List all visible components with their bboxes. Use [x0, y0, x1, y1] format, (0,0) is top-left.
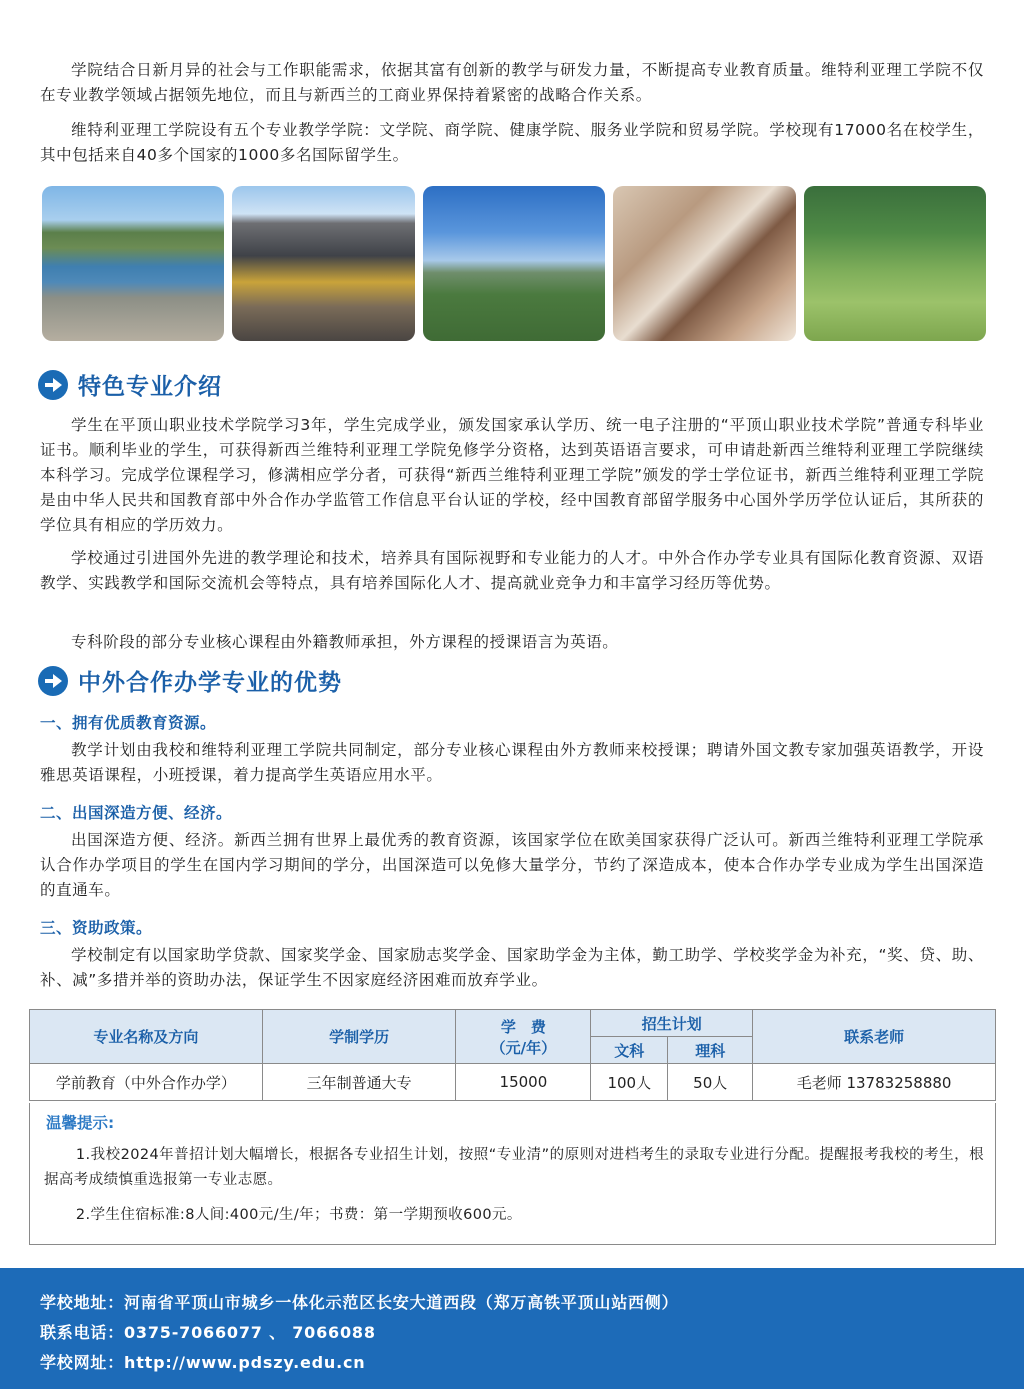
features-paragraph-3: 专科阶段的部分专业核心课程由外籍教师承担，外方课程的授课语言为英语。 [71, 633, 619, 651]
features-paragraph-1: 学生在平顶山职业技术学院学习3年，学生完成学业，颁发国家承认学历、统一电子注册的“平顶山职业技术学院”普通专科毕业证书。顺利毕业的学生，可获得新西兰维特利亚理工学院免修学分资格，达到英语语言要求，可申请赴新西兰维特利亚理工学院继续本科学习。完成学位课程学习，修满相应学分者，可获得“新西兰维特利亚理工学院”颁发的学士学位证书，新西兰维特利亚理工学院是由中华人民共和国教育部中外合作办学监管工作信息平台认证的学校，经中国教育部留学服务中心国外学历学位认证后，其所获的学位具有相应的学历效力。 [40, 416, 984, 534]
footer-phone: 联系电话：0375-7066077 、 7066088 [40, 1323, 376, 1342]
advantage-text-2: 出国深造方便、经济。新西兰拥有世界上最优秀的教育资源，该国家学位在欧美国家获得广泛认可。新西兰维特利亚理工学院承认合作办学项目的学生在国内学习期间的学分，出国深造可以免修大量学分，节约了深造成本，使本合作办学专业成为学生出国深造的直通车。 [40, 831, 984, 899]
cell-contact: 毛老师 13783258880 [753, 1064, 996, 1101]
advantage-text-3: 学校制定有以国家助学贷款、国家奖学金、国家励志奖学金、国家助学金为主体，勤工助学、学校奖学金为补充，“奖、贷、助、补、减”多措并举的资助办法，保证学生不因家庭经济困难而放弃学业。 [40, 946, 984, 989]
section-title: 中外合作办学专业的优势 [78, 669, 342, 696]
advantage-heading-2: 二、出国深造方便、经济。 [40, 803, 233, 822]
photo-harbour-city [42, 186, 224, 341]
cell-science: 50人 [668, 1064, 753, 1101]
header-fee-label: 学 费 [500, 1017, 546, 1036]
intro-paragraph-2: 维特利亚理工学院设有五个专业教学学院：文学院、商学院、健康学院、服务业学院和贸易学院。学校现有17000名在校学生，其中包括来自40多个国家的1000多名国际留学生。 [40, 121, 984, 164]
footer [0, 1268, 1024, 1389]
cell-arts: 100人 [591, 1064, 668, 1101]
intro-paragraph-1: 学院结合日新月异的社会与工作职能需求，依据其富有创新的教学与研发力量，不断提高专业教育质量。维特利亚理工学院不仅在专业教学领域占据领先地位，而且与新西兰的工商业界保持着紧密的战略合作关系。 [40, 61, 984, 104]
advantage-text-1: 教学计划由我校和维特利亚理工学院共同制定，部分专业核心课程由外方教师来校授课；聘请外国文教专家加强英语教学，开设雅思英语课程，小班授课，着力提高学生英语应用水平。 [40, 741, 984, 784]
advantage-heading-3: 三、资助政策。 [40, 918, 153, 937]
header-plan: 招生计划 [591, 1010, 753, 1037]
section-title: 特色专业介绍 [78, 373, 222, 400]
section-heading-advantages [38, 664, 342, 697]
arrow-right-icon [38, 370, 68, 400]
features-paragraph-2: 学校通过引进国外先进的教学理论和技术，培养具有国际视野和专业能力的人才。中外合作办学专业具有国际化教育资源、双语教学、实践教学和国际交流机会等特点，具有培养国际化人才、提高就业竞争力和丰富学习经历等优势。 [40, 549, 984, 592]
header-fee-unit: （元/年） [490, 1038, 557, 1057]
tips-box [29, 1103, 996, 1245]
cell-fee: 15000 [456, 1064, 591, 1101]
table-header-row [30, 1010, 996, 1037]
header-contact: 联系老师 [753, 1010, 996, 1064]
arrow-right-icon [38, 666, 68, 696]
section-heading-features [38, 368, 222, 401]
tip-2: 2.学生住宿标准:8人间:400元/生/年；书费：第一学期预收600元。 [75, 1207, 522, 1223]
photo-strip [42, 186, 986, 341]
cell-major: 学前教育（中外合作办学） [30, 1064, 263, 1101]
table-row [30, 1064, 996, 1101]
header-system: 学制学历 [262, 1010, 456, 1064]
photo-city-view [423, 186, 605, 341]
header-fee [456, 1010, 591, 1064]
cell-system: 三年制普通大专 [262, 1064, 456, 1101]
photo-campus-building [232, 186, 414, 341]
header-science: 理科 [668, 1037, 753, 1064]
tips-title: 温馨提示: [46, 1114, 115, 1132]
photo-children-playing [804, 186, 986, 341]
tip-1: 1.我校2024年普招计划大幅增长，根据各专业招生计划，按照“专业清”的原则对进档考生的录取专业进行分配。提醒报考我校的考生，根据高考成绩慎重选报第一专业志愿。 [44, 1147, 984, 1188]
photo-students [613, 186, 795, 341]
advantage-heading-1: 一、拥有优质教育资源。 [40, 713, 217, 732]
footer-address: 学校地址：河南省平顶山市城乡一体化示范区长安大道西段（郑万高铁平顶山站西侧） [40, 1293, 679, 1312]
header-arts: 文科 [591, 1037, 668, 1064]
footer-website[interactable]: 学校网址：http://www.pdszy.edu.cn [40, 1353, 366, 1372]
header-major: 专业名称及方向 [30, 1010, 263, 1064]
enrollment-table [29, 1009, 996, 1101]
